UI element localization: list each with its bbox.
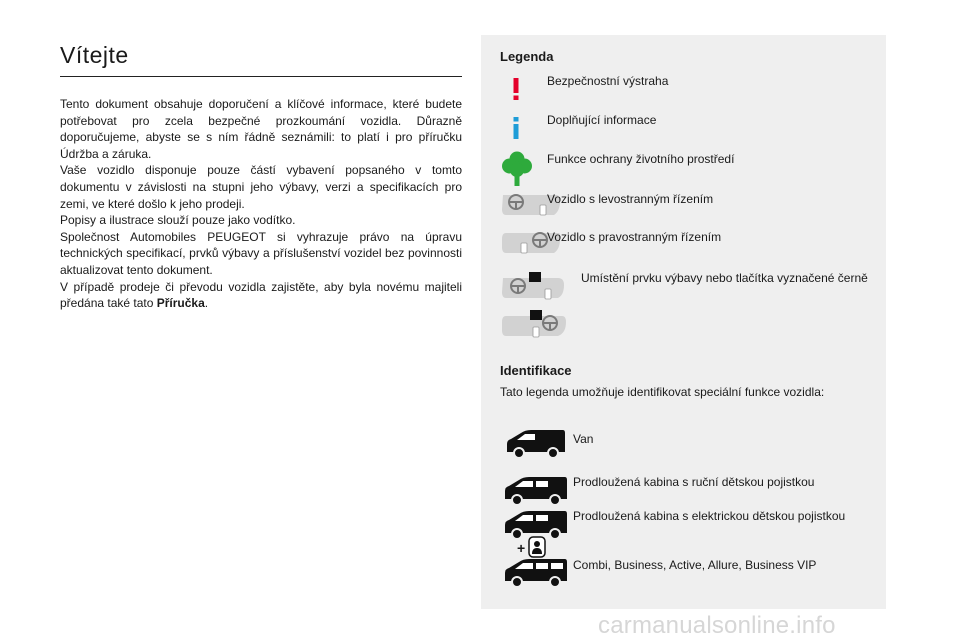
identification-item-label: Prodloužená kabina s ruční dětskou pojistkou [573,475,815,489]
identification-item-label: Combi, Business, Active, Allure, Business VIP [573,558,817,572]
extended-cab-icon [503,475,569,507]
plus-sign: + [517,540,526,556]
welcome-section [60,38,462,312]
legend-item-label: Vozidlo s pravostranným řízením [547,230,722,244]
legend-item-label: Bezpečnostní výstraha [547,74,669,88]
identification-subtitle: Tato legenda umožňuje identifikovat speciální funkce vozidla: [500,385,825,399]
info-icon [509,116,523,140]
intro-paragraph: Tento dokument obsahuje doporučení a klíčové informace, které budete potřebovat pro zcela bezpečné prozkoumání vozidla. Důrazně doporučujeme, abyste se s ním řádně seznámili: to platí i pro příručku Údržba a záruka. [60,97,462,161]
dashboard-marked-icon [500,271,570,341]
identification-item-label: Van [573,432,594,446]
tree-icon [502,151,532,187]
child-lock-icon [528,536,546,558]
van-icon [505,428,567,460]
legend-heading: Legenda [500,49,554,64]
legend-item-label: Funkce ochrany životního prostředí [547,152,735,166]
legend-item-label: Doplňující informace [547,113,657,127]
intro-paragraph-last [60,279,462,312]
combi-icon [503,557,569,589]
legend-item-label: Vozidlo s levostranným řízením [547,192,714,206]
legend-item-label: Umístění prvku výbavy nebo tlačítka vyznačené černě [581,271,868,285]
legend-panel [481,35,886,609]
exclamation-icon [509,77,523,101]
identification-heading: Identifikace [500,363,572,378]
intro-paragraph: Popisy a ilustrace slouží pouze jako vodítko. [60,213,296,228]
page-title: Vítejte [60,42,129,68]
manual-name: Příručka [156,296,205,311]
title-divider [60,76,462,77]
intro-last-text: V případě prodeje či převodu vozidla zajistěte, aby byla novému majiteli předána také tato [60,279,462,311]
intro-paragraph: Společnost Automobiles PEUGEOT si vyhrazuje právo na úpravu technických specifikací, prvků výbavy a příslušenství vozidel bez povinnosti aktualizovat tento dokument. [60,229,462,277]
intro-text [60,96,462,312]
identification-item-label: Prodloužená kabina s elektrickou dětskou pojistkou [573,509,846,523]
intro-paragraph: Vaše vozidlo disponuje pouze částí vybavení popsaného v tomto dokumentu v závislosti na stupni jeho výbavy, verzi a specifikacích pro zemi, ve které došlo k jeho prodeji. [60,163,462,211]
intro-last-end: . [204,296,209,311]
watermark: carmanualsonline.info [598,612,836,639]
